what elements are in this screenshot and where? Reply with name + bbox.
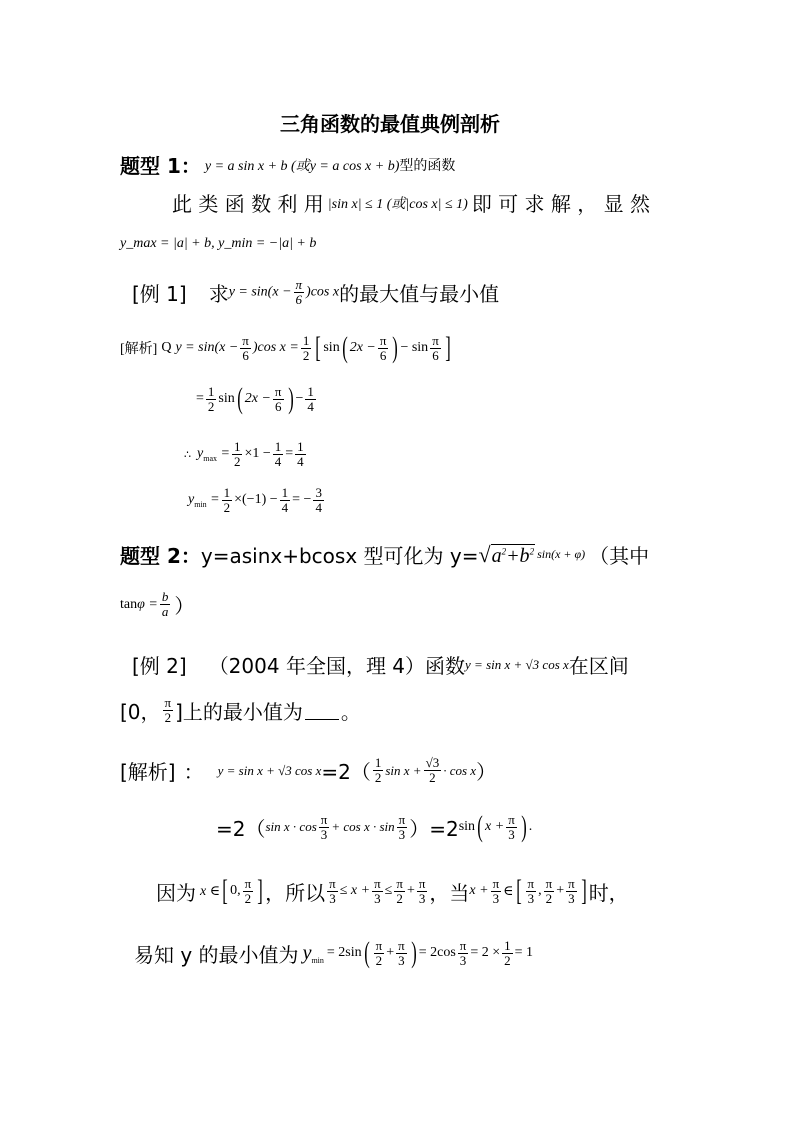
example2-tail: 在区间	[568, 654, 629, 678]
type2-where: tan φ = $\frac{b}{a}$ ）	[120, 589, 195, 619]
example2-solution-label: [解析]	[120, 760, 176, 784]
type1-intro-formula: |sin x| ≤ 1 (或|cos x| ≤ 1)	[327, 196, 468, 212]
example2-range: 因为 x ∈ [ 0, $\frac{\pi}{2}$ ] ，所以 $\frac{\pi}{3}$ ≤ x + $\frac{\pi}{3}$ ≤ $\frac{\pi}{2}$ + $\frac{\pi}{3}$ ，当 x + $\frac{\pi}{3}$ ∈ [ $\frac{\pi}{3}$ , $\frac{\pi}{2}$ + $\frac{\pi}{3}$ ] 时，	[156, 874, 629, 907]
example2-source: （2004 年全国，理 4）函数	[208, 654, 466, 678]
example2-so: ，所以	[265, 880, 326, 905]
type1-extrema-formula: y_max = |a| + b, y_min = −|a| + b	[120, 236, 317, 251]
example2-colon: ：	[183, 760, 204, 784]
example2-label: [例 2]	[132, 654, 187, 678]
example2-when: ，当	[429, 880, 470, 905]
example2-solution-line2: =2（ sin x · cos $\frac{\pi}{3}$ + cos x · sin $\frac{\pi}{3}$ ）=2 sin ( x + $\frac{\pi}{3}$ ) .	[216, 810, 533, 843]
example2-period: 。	[340, 700, 361, 724]
because-symbol: Q	[161, 340, 172, 355]
type1-suffix: 型的函数	[399, 157, 456, 174]
example2-when-tail: 时，	[588, 880, 629, 905]
page-title: 三角函数的最值典例剖析	[280, 112, 500, 136]
example1-ask-suffix: 的最大值与最小值	[339, 282, 500, 306]
type1-intro-text: 此 类 函 数 利 用	[172, 192, 324, 216]
answer-blank	[305, 701, 339, 720]
type1-label: 题型 1：	[120, 154, 201, 178]
example2-interval: [0， $\frac{\pi}{2}$ ]上的最小值为 。	[120, 695, 361, 725]
type1-intro-tail: 即 可 求 解 ， 显 然	[471, 192, 650, 216]
example1-function: y = sin(x − $\frac{\pi}{6}$ )cos x	[228, 277, 340, 307]
example2-question: [例 2] （2004 年全国，理 4）函数 y = sin x + √3 cos x 在区间	[132, 650, 629, 679]
example1-ymin: $y_{min}$ = $\frac{1}{2}$ ×(−1) − $\frac{1}{4}$ = − $\frac{3}{4}$	[188, 485, 322, 515]
example2-because: 因为	[156, 880, 196, 905]
example1-solution-label: [解析]	[120, 342, 158, 357]
therefore-symbol: ∴	[184, 448, 191, 461]
example1-question	[132, 278, 499, 307]
example2-interval-prefix: [0，	[120, 700, 161, 724]
example2-answer: 易知 y 的最小值为 $y_{min}$ = 2sin ( $\frac{\pi}{2}$ + $\frac{\pi}{3}$ ) = 2cos $\frac{\pi}{3}$ = 2 × $\frac{1}{2}$ = 1	[134, 936, 534, 969]
example2-rp: ）	[476, 760, 497, 784]
type1-heading	[120, 150, 455, 179]
type2-label: 题型 2：	[120, 544, 201, 568]
example1-ymax: ∴ $y_{max}$ = $\frac{1}{2}$ ×1 − $\frac{1}{4}$ = $\frac{1}{4}$	[184, 439, 304, 469]
example2-eq2b: ）=2	[409, 816, 459, 841]
example1-label: [例 1]	[132, 282, 187, 306]
example2-easy: 易知 y 的最小值为	[134, 942, 299, 967]
type2-text: y=asinx+bcosx 型可化为 y=	[200, 544, 479, 568]
type1-intro	[172, 188, 650, 217]
example2-solution-line1: [解析] ： y = sin x + √3 cos x =2（ $\frac{1}{2}$ sin x + $\frac{√3}{2}$ · cos x ）	[120, 755, 497, 785]
type2-close: ）	[174, 594, 195, 618]
example1-solution-line1: [解析] Q y = sin(x − $\frac{\pi}{6}$ )cos x = $\frac{1}{2}$ [ sin ( 2x − $\frac{\pi}{6}$ ) − sin $\frac{\pi}{6}$ ]	[120, 331, 451, 364]
example2-interval-suffix: ]上的最小值为	[175, 700, 303, 724]
example2-eq2: =2（	[321, 760, 371, 784]
type2-heading: 题型 2： y=asinx+bcosx 型可化为 y= √ $a^2+b^2$ sin(x + φ) （其中	[120, 541, 650, 568]
type2-tail: （其中	[589, 544, 650, 568]
example1-ask-prefix: 求	[208, 282, 229, 306]
type1-formula: y = a sin x + b (或y = a cos x + b)	[204, 158, 400, 174]
example2-eq2-second: =2（	[216, 816, 266, 841]
example1-solution-line2: = $\frac{1}{2}$ sin ( 2x − $\frac{\pi}{6}$ ) − $\frac{1}{4}$	[196, 382, 314, 415]
type1-extrema	[120, 236, 316, 252]
